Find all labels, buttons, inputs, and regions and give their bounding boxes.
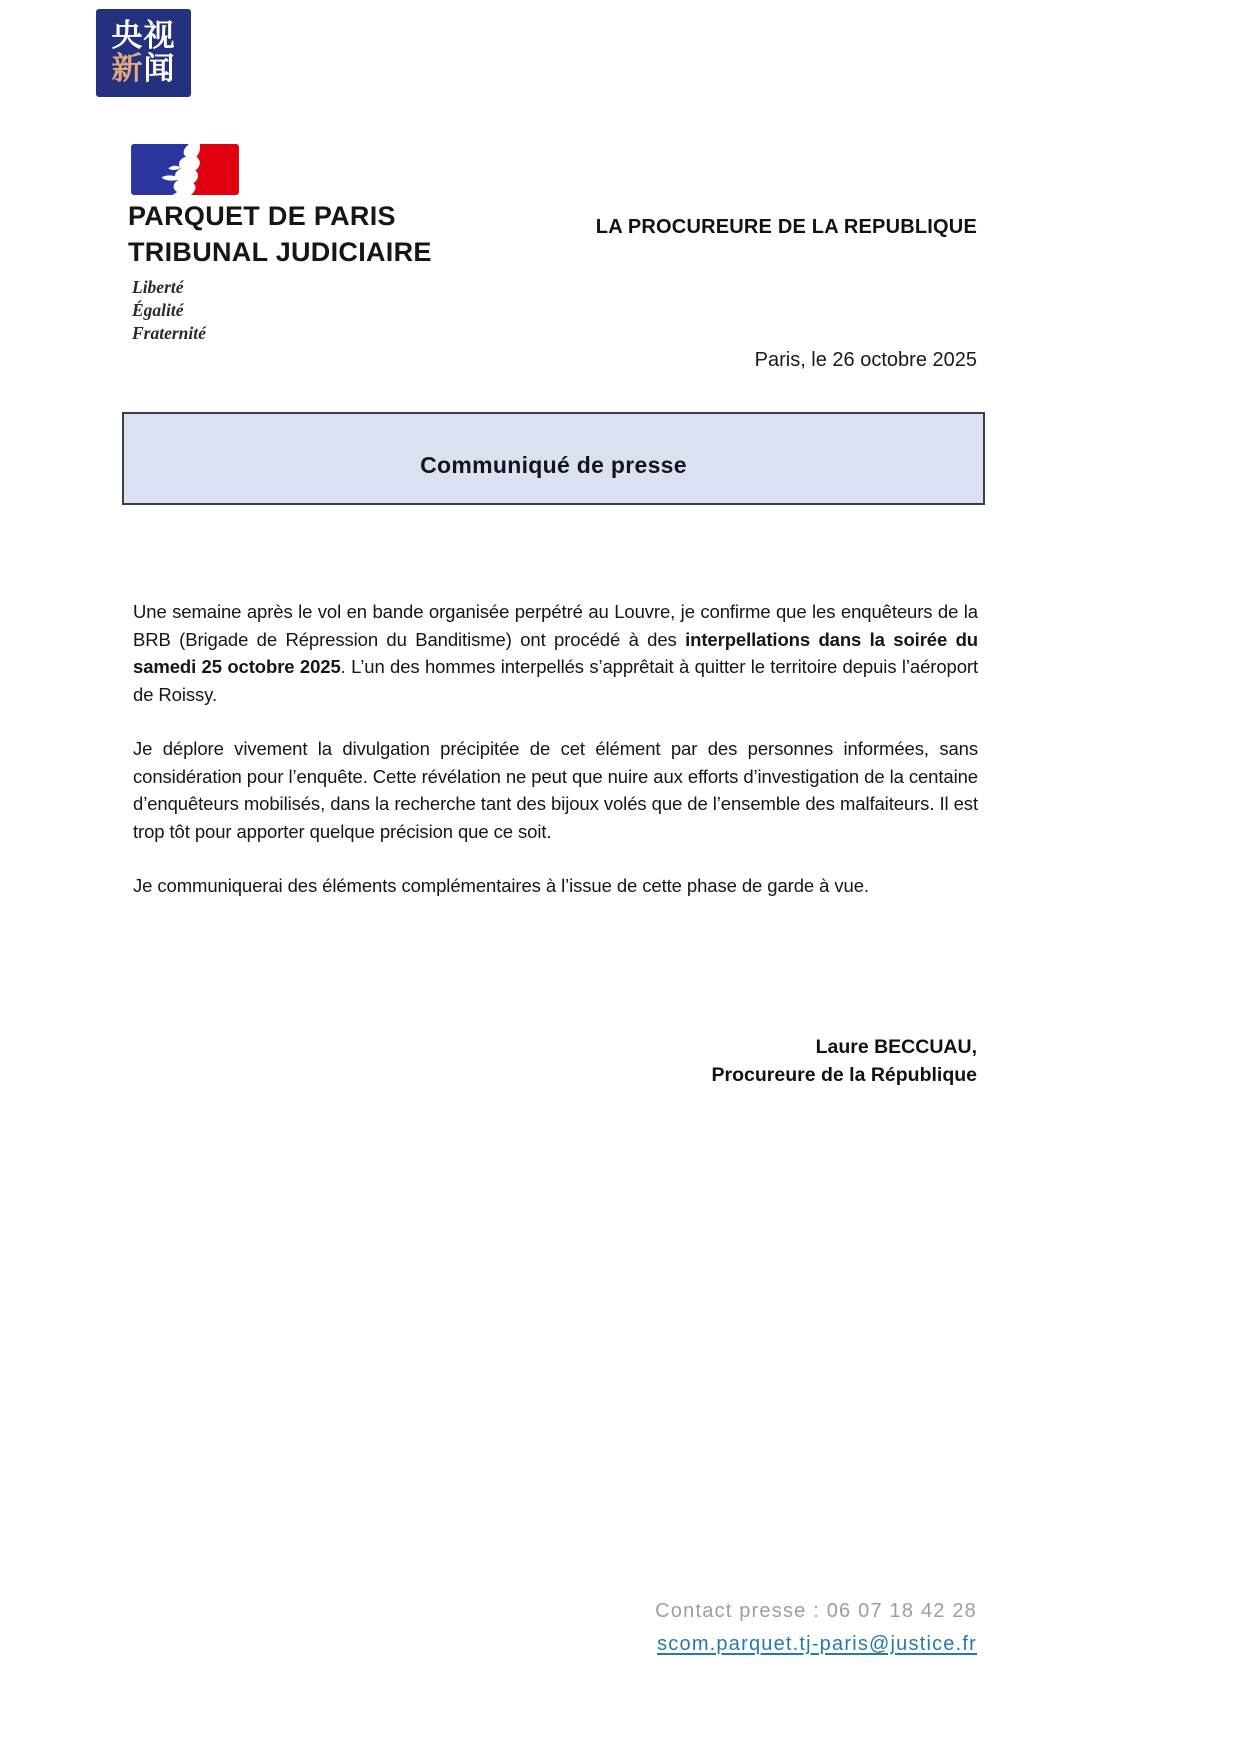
cctv-logo-line1: 央视 [111, 17, 176, 54]
paragraph-1 [133, 598, 978, 708]
motto-fraternite: Fraternité [132, 323, 206, 343]
signature-name: Laure BECCUAU, [815, 1036, 977, 1058]
paragraph-2: Je déplore vivement la divulgation précipitée de cet élément par des personnes informées, sans considération pour l’enquête. Cette révélation ne peut que nuire aux efforts d’investigation de la centaine d’enquêteurs mobilisés, dans la recherche tant des bijoux volés que de l’ensemble des malfaiteurs. Il est trop tôt pour apporter quelque précision que ce soit. [133, 738, 978, 842]
cctv-logo-accent-char: 新 [111, 51, 144, 87]
sender-title: LA PROCUREURE DE LA REPUBLIQUE [595, 216, 977, 238]
paragraph-1-bold-text: interpellations dans la soirée du samedi 25 octobre 2025 [133, 628, 978, 677]
org-name-line1: PARQUET DE PARIS [128, 201, 396, 231]
press-release-banner [122, 412, 985, 505]
signature-role: Procureure de la République [711, 1064, 977, 1086]
org-name-line2: TRIBUNAL JUDICIAIRE [128, 237, 432, 267]
body-text [133, 598, 978, 927]
cctv-news-logo [96, 9, 191, 97]
signature-block [712, 1033, 977, 1089]
republic-motto [132, 276, 206, 345]
cctv-logo-char: 闻 [143, 51, 176, 87]
footer-contact-block [655, 1595, 977, 1662]
banner-title: Communiqué de presse [420, 452, 687, 478]
motto-liberte: Liberté [132, 277, 184, 297]
paragraph-1-text-end: . L’un des hommes interpellés s’apprêtait à quitter le territoire depuis l’aéroport de Roissy. [133, 656, 978, 705]
paragraph-1-text: Une semaine après le vol en bande organisée perpétré au Louvre, je confirme que les enquêteurs de la BRB (Brigade de Répression du Banditisme) ont procédé à des [133, 601, 978, 650]
press-contact-email-link[interactable]: scom.parquet.tj-paris@justice.fr [657, 1633, 977, 1655]
paragraph-3: Je communiquerai des éléments complémentaires à l’issue de cette phase de garde à vue. [133, 875, 869, 896]
french-republic-flag-icon [131, 144, 239, 195]
press-contact-phone: Contact presse : 06 07 18 42 28 [655, 1600, 977, 1622]
cctv-logo-line2 [112, 53, 176, 86]
dateline: Paris, le 26 octobre 2025 [754, 349, 977, 371]
motto-egalite: Égalité [132, 300, 184, 320]
